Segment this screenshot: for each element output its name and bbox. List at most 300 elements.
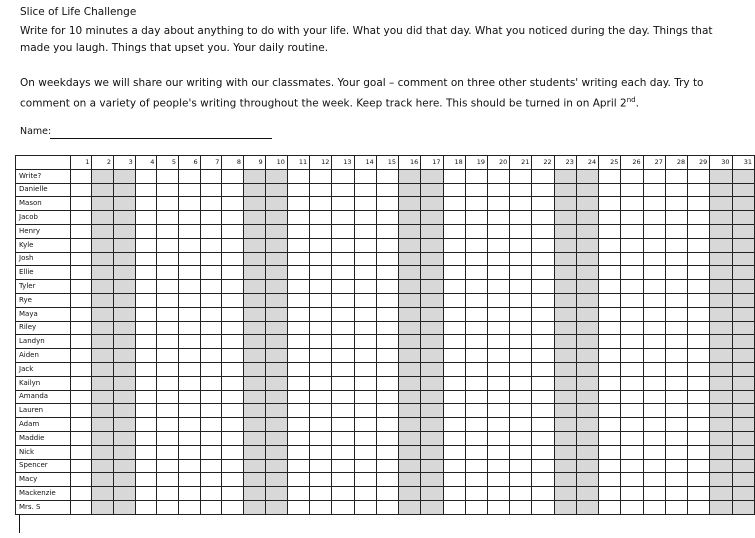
- check-cell[interactable]: [200, 418, 222, 432]
- check-cell[interactable]: [510, 362, 532, 376]
- check-cell[interactable]: [222, 335, 244, 349]
- check-cell[interactable]: [222, 418, 244, 432]
- check-cell[interactable]: [510, 307, 532, 321]
- check-cell[interactable]: [532, 183, 554, 197]
- check-cell[interactable]: [732, 445, 754, 459]
- check-cell[interactable]: [399, 500, 421, 514]
- check-cell[interactable]: [443, 211, 465, 225]
- check-cell[interactable]: [92, 418, 114, 432]
- check-cell[interactable]: [421, 418, 443, 432]
- check-cell[interactable]: [135, 307, 157, 321]
- check-cell[interactable]: [135, 224, 157, 238]
- check-cell[interactable]: [554, 183, 576, 197]
- check-cell[interactable]: [732, 266, 754, 280]
- check-cell[interactable]: [532, 473, 554, 487]
- check-cell[interactable]: [465, 224, 487, 238]
- check-cell[interactable]: [710, 362, 732, 376]
- check-cell[interactable]: [92, 211, 114, 225]
- check-cell[interactable]: [599, 197, 621, 211]
- check-cell[interactable]: [487, 418, 509, 432]
- check-cell[interactable]: [621, 280, 643, 294]
- check-cell[interactable]: [421, 197, 443, 211]
- check-cell[interactable]: [92, 321, 114, 335]
- check-cell[interactable]: [222, 376, 244, 390]
- check-cell[interactable]: [287, 293, 309, 307]
- check-cell[interactable]: [135, 252, 157, 266]
- check-cell[interactable]: [621, 252, 643, 266]
- check-cell[interactable]: [114, 293, 136, 307]
- check-cell[interactable]: [376, 266, 398, 280]
- check-cell[interactable]: [157, 211, 179, 225]
- check-cell[interactable]: [70, 404, 92, 418]
- check-cell[interactable]: [710, 459, 732, 473]
- check-cell[interactable]: [643, 169, 665, 183]
- check-cell[interactable]: [92, 238, 114, 252]
- check-cell[interactable]: [354, 376, 376, 390]
- check-cell[interactable]: [376, 224, 398, 238]
- check-cell[interactable]: [287, 197, 309, 211]
- check-cell[interactable]: [200, 431, 222, 445]
- check-cell[interactable]: [621, 431, 643, 445]
- check-cell[interactable]: [179, 238, 201, 252]
- check-cell[interactable]: [554, 362, 576, 376]
- check-cell[interactable]: [399, 211, 421, 225]
- check-cell[interactable]: [354, 431, 376, 445]
- check-cell[interactable]: [265, 376, 287, 390]
- check-cell[interactable]: [70, 362, 92, 376]
- check-cell[interactable]: [732, 238, 754, 252]
- check-cell[interactable]: [200, 197, 222, 211]
- check-cell[interactable]: [287, 404, 309, 418]
- check-cell[interactable]: [135, 431, 157, 445]
- check-cell[interactable]: [92, 169, 114, 183]
- check-cell[interactable]: [599, 431, 621, 445]
- check-cell[interactable]: [510, 431, 532, 445]
- check-cell[interactable]: [114, 169, 136, 183]
- check-cell[interactable]: [510, 349, 532, 363]
- check-cell[interactable]: [157, 459, 179, 473]
- check-cell[interactable]: [399, 280, 421, 294]
- check-cell[interactable]: [114, 321, 136, 335]
- check-cell[interactable]: [688, 280, 710, 294]
- check-cell[interactable]: [157, 252, 179, 266]
- check-cell[interactable]: [287, 321, 309, 335]
- check-cell[interactable]: [576, 211, 598, 225]
- check-cell[interactable]: [265, 321, 287, 335]
- check-cell[interactable]: [114, 183, 136, 197]
- check-cell[interactable]: [200, 376, 222, 390]
- check-cell[interactable]: [92, 445, 114, 459]
- check-cell[interactable]: [243, 473, 265, 487]
- check-cell[interactable]: [732, 431, 754, 445]
- check-cell[interactable]: [376, 211, 398, 225]
- check-cell[interactable]: [621, 376, 643, 390]
- check-cell[interactable]: [532, 197, 554, 211]
- check-cell[interactable]: [179, 183, 201, 197]
- check-cell[interactable]: [179, 349, 201, 363]
- check-cell[interactable]: [732, 418, 754, 432]
- check-cell[interactable]: [643, 404, 665, 418]
- check-cell[interactable]: [465, 238, 487, 252]
- check-cell[interactable]: [222, 183, 244, 197]
- check-cell[interactable]: [200, 335, 222, 349]
- check-cell[interactable]: [510, 404, 532, 418]
- check-cell[interactable]: [688, 459, 710, 473]
- check-cell[interactable]: [179, 376, 201, 390]
- check-cell[interactable]: [710, 238, 732, 252]
- check-cell[interactable]: [421, 238, 443, 252]
- check-cell[interactable]: [554, 445, 576, 459]
- check-cell[interactable]: [179, 418, 201, 432]
- check-cell[interactable]: [70, 459, 92, 473]
- check-cell[interactable]: [179, 252, 201, 266]
- check-cell[interactable]: [265, 431, 287, 445]
- check-cell[interactable]: [222, 349, 244, 363]
- check-cell[interactable]: [688, 169, 710, 183]
- check-cell[interactable]: [665, 169, 687, 183]
- check-cell[interactable]: [354, 197, 376, 211]
- check-cell[interactable]: [114, 197, 136, 211]
- check-cell[interactable]: [443, 390, 465, 404]
- check-cell[interactable]: [599, 418, 621, 432]
- check-cell[interactable]: [179, 431, 201, 445]
- check-cell[interactable]: [222, 390, 244, 404]
- check-cell[interactable]: [70, 183, 92, 197]
- check-cell[interactable]: [465, 169, 487, 183]
- check-cell[interactable]: [265, 197, 287, 211]
- check-cell[interactable]: [135, 418, 157, 432]
- check-cell[interactable]: [688, 418, 710, 432]
- check-cell[interactable]: [621, 390, 643, 404]
- check-cell[interactable]: [332, 362, 354, 376]
- check-cell[interactable]: [135, 169, 157, 183]
- check-cell[interactable]: [554, 211, 576, 225]
- check-cell[interactable]: [135, 390, 157, 404]
- check-cell[interactable]: [443, 376, 465, 390]
- check-cell[interactable]: [532, 293, 554, 307]
- check-cell[interactable]: [421, 293, 443, 307]
- check-cell[interactable]: [576, 224, 598, 238]
- check-cell[interactable]: [443, 487, 465, 501]
- check-cell[interactable]: [599, 252, 621, 266]
- check-cell[interactable]: [399, 390, 421, 404]
- check-cell[interactable]: [510, 500, 532, 514]
- check-cell[interactable]: [465, 445, 487, 459]
- check-cell[interactable]: [554, 197, 576, 211]
- check-cell[interactable]: [532, 459, 554, 473]
- check-cell[interactable]: [179, 293, 201, 307]
- check-cell[interactable]: [443, 418, 465, 432]
- check-cell[interactable]: [576, 376, 598, 390]
- check-cell[interactable]: [287, 224, 309, 238]
- check-cell[interactable]: [665, 487, 687, 501]
- check-cell[interactable]: [688, 349, 710, 363]
- check-cell[interactable]: [487, 293, 509, 307]
- check-cell[interactable]: [688, 500, 710, 514]
- check-cell[interactable]: [421, 459, 443, 473]
- check-cell[interactable]: [354, 445, 376, 459]
- check-cell[interactable]: [332, 335, 354, 349]
- check-cell[interactable]: [332, 390, 354, 404]
- check-cell[interactable]: [465, 349, 487, 363]
- check-cell[interactable]: [310, 431, 332, 445]
- check-cell[interactable]: [200, 500, 222, 514]
- check-cell[interactable]: [135, 293, 157, 307]
- check-cell[interactable]: [70, 211, 92, 225]
- check-cell[interactable]: [465, 335, 487, 349]
- check-cell[interactable]: [157, 362, 179, 376]
- check-cell[interactable]: [665, 224, 687, 238]
- check-cell[interactable]: [487, 445, 509, 459]
- check-cell[interactable]: [643, 335, 665, 349]
- check-cell[interactable]: [487, 362, 509, 376]
- check-cell[interactable]: [114, 211, 136, 225]
- check-cell[interactable]: [354, 183, 376, 197]
- check-cell[interactable]: [354, 224, 376, 238]
- check-cell[interactable]: [443, 307, 465, 321]
- check-cell[interactable]: [287, 473, 309, 487]
- check-cell[interactable]: [70, 169, 92, 183]
- check-cell[interactable]: [510, 293, 532, 307]
- check-cell[interactable]: [576, 169, 598, 183]
- check-cell[interactable]: [376, 390, 398, 404]
- check-cell[interactable]: [70, 431, 92, 445]
- check-cell[interactable]: [200, 404, 222, 418]
- check-cell[interactable]: [554, 376, 576, 390]
- check-cell[interactable]: [179, 280, 201, 294]
- check-cell[interactable]: [710, 335, 732, 349]
- check-cell[interactable]: [114, 487, 136, 501]
- check-cell[interactable]: [265, 335, 287, 349]
- check-cell[interactable]: [354, 293, 376, 307]
- check-cell[interactable]: [179, 487, 201, 501]
- check-cell[interactable]: [621, 500, 643, 514]
- check-cell[interactable]: [732, 362, 754, 376]
- check-cell[interactable]: [576, 183, 598, 197]
- check-cell[interactable]: [135, 473, 157, 487]
- check-cell[interactable]: [399, 266, 421, 280]
- check-cell[interactable]: [70, 238, 92, 252]
- check-cell[interactable]: [532, 418, 554, 432]
- check-cell[interactable]: [376, 238, 398, 252]
- check-cell[interactable]: [135, 335, 157, 349]
- check-cell[interactable]: [688, 266, 710, 280]
- check-cell[interactable]: [554, 238, 576, 252]
- check-cell[interactable]: [310, 390, 332, 404]
- check-cell[interactable]: [443, 266, 465, 280]
- check-cell[interactable]: [265, 445, 287, 459]
- check-cell[interactable]: [643, 418, 665, 432]
- check-cell[interactable]: [179, 224, 201, 238]
- check-cell[interactable]: [376, 473, 398, 487]
- name-field-line[interactable]: [50, 138, 272, 139]
- check-cell[interactable]: [732, 500, 754, 514]
- check-cell[interactable]: [710, 266, 732, 280]
- check-cell[interactable]: [554, 335, 576, 349]
- check-cell[interactable]: [732, 197, 754, 211]
- check-cell[interactable]: [554, 487, 576, 501]
- check-cell[interactable]: [135, 445, 157, 459]
- check-cell[interactable]: [732, 211, 754, 225]
- check-cell[interactable]: [421, 404, 443, 418]
- check-cell[interactable]: [443, 459, 465, 473]
- check-cell[interactable]: [222, 307, 244, 321]
- check-cell[interactable]: [688, 293, 710, 307]
- check-cell[interactable]: [376, 445, 398, 459]
- check-cell[interactable]: [157, 321, 179, 335]
- check-cell[interactable]: [265, 362, 287, 376]
- check-cell[interactable]: [599, 307, 621, 321]
- check-cell[interactable]: [665, 500, 687, 514]
- check-cell[interactable]: [222, 487, 244, 501]
- check-cell[interactable]: [376, 376, 398, 390]
- check-cell[interactable]: [92, 362, 114, 376]
- check-cell[interactable]: [421, 321, 443, 335]
- check-cell[interactable]: [688, 211, 710, 225]
- check-cell[interactable]: [554, 459, 576, 473]
- check-cell[interactable]: [332, 431, 354, 445]
- check-cell[interactable]: [599, 445, 621, 459]
- check-cell[interactable]: [554, 418, 576, 432]
- check-cell[interactable]: [135, 362, 157, 376]
- check-cell[interactable]: [354, 211, 376, 225]
- check-cell[interactable]: [70, 390, 92, 404]
- check-cell[interactable]: [465, 211, 487, 225]
- check-cell[interactable]: [179, 211, 201, 225]
- check-cell[interactable]: [265, 183, 287, 197]
- check-cell[interactable]: [332, 487, 354, 501]
- check-cell[interactable]: [222, 459, 244, 473]
- check-cell[interactable]: [621, 183, 643, 197]
- check-cell[interactable]: [265, 266, 287, 280]
- check-cell[interactable]: [92, 252, 114, 266]
- check-cell[interactable]: [510, 280, 532, 294]
- check-cell[interactable]: [200, 321, 222, 335]
- check-cell[interactable]: [710, 500, 732, 514]
- check-cell[interactable]: [332, 349, 354, 363]
- check-cell[interactable]: [114, 404, 136, 418]
- check-cell[interactable]: [200, 183, 222, 197]
- check-cell[interactable]: [732, 252, 754, 266]
- check-cell[interactable]: [92, 307, 114, 321]
- check-cell[interactable]: [421, 376, 443, 390]
- check-cell[interactable]: [70, 418, 92, 432]
- check-cell[interactable]: [732, 404, 754, 418]
- check-cell[interactable]: [114, 473, 136, 487]
- check-cell[interactable]: [179, 459, 201, 473]
- check-cell[interactable]: [200, 266, 222, 280]
- check-cell[interactable]: [157, 335, 179, 349]
- check-cell[interactable]: [421, 307, 443, 321]
- check-cell[interactable]: [532, 376, 554, 390]
- check-cell[interactable]: [643, 321, 665, 335]
- check-cell[interactable]: [200, 238, 222, 252]
- check-cell[interactable]: [92, 197, 114, 211]
- check-cell[interactable]: [732, 376, 754, 390]
- check-cell[interactable]: [157, 307, 179, 321]
- check-cell[interactable]: [287, 307, 309, 321]
- check-cell[interactable]: [265, 238, 287, 252]
- check-cell[interactable]: [70, 473, 92, 487]
- check-cell[interactable]: [243, 266, 265, 280]
- check-cell[interactable]: [443, 183, 465, 197]
- check-cell[interactable]: [421, 431, 443, 445]
- check-cell[interactable]: [643, 224, 665, 238]
- check-cell[interactable]: [200, 224, 222, 238]
- check-cell[interactable]: [576, 335, 598, 349]
- check-cell[interactable]: [243, 404, 265, 418]
- check-cell[interactable]: [157, 445, 179, 459]
- check-cell[interactable]: [443, 500, 465, 514]
- check-cell[interactable]: [576, 266, 598, 280]
- check-cell[interactable]: [310, 335, 332, 349]
- check-cell[interactable]: [332, 307, 354, 321]
- check-cell[interactable]: [376, 500, 398, 514]
- check-cell[interactable]: [157, 197, 179, 211]
- check-cell[interactable]: [243, 418, 265, 432]
- check-cell[interactable]: [332, 500, 354, 514]
- check-cell[interactable]: [135, 321, 157, 335]
- check-cell[interactable]: [688, 335, 710, 349]
- check-cell[interactable]: [135, 238, 157, 252]
- check-cell[interactable]: [243, 280, 265, 294]
- check-cell[interactable]: [200, 349, 222, 363]
- check-cell[interactable]: [532, 266, 554, 280]
- check-cell[interactable]: [710, 280, 732, 294]
- check-cell[interactable]: [532, 445, 554, 459]
- check-cell[interactable]: [621, 293, 643, 307]
- check-cell[interactable]: [243, 349, 265, 363]
- check-cell[interactable]: [487, 183, 509, 197]
- check-cell[interactable]: [354, 307, 376, 321]
- check-cell[interactable]: [287, 362, 309, 376]
- check-cell[interactable]: [643, 349, 665, 363]
- check-cell[interactable]: [376, 418, 398, 432]
- check-cell[interactable]: [399, 376, 421, 390]
- check-cell[interactable]: [621, 266, 643, 280]
- check-cell[interactable]: [376, 293, 398, 307]
- check-cell[interactable]: [465, 197, 487, 211]
- check-cell[interactable]: [332, 418, 354, 432]
- check-cell[interactable]: [114, 335, 136, 349]
- check-cell[interactable]: [70, 445, 92, 459]
- check-cell[interactable]: [399, 362, 421, 376]
- check-cell[interactable]: [532, 238, 554, 252]
- check-cell[interactable]: [576, 487, 598, 501]
- check-cell[interactable]: [643, 238, 665, 252]
- check-cell[interactable]: [443, 335, 465, 349]
- check-cell[interactable]: [157, 293, 179, 307]
- check-cell[interactable]: [465, 473, 487, 487]
- check-cell[interactable]: [554, 307, 576, 321]
- check-cell[interactable]: [354, 252, 376, 266]
- check-cell[interactable]: [532, 321, 554, 335]
- check-cell[interactable]: [487, 211, 509, 225]
- check-cell[interactable]: [487, 376, 509, 390]
- check-cell[interactable]: [688, 376, 710, 390]
- check-cell[interactable]: [554, 390, 576, 404]
- check-cell[interactable]: [510, 418, 532, 432]
- check-cell[interactable]: [354, 238, 376, 252]
- check-cell[interactable]: [554, 500, 576, 514]
- check-cell[interactable]: [179, 404, 201, 418]
- check-cell[interactable]: [443, 169, 465, 183]
- check-cell[interactable]: [576, 445, 598, 459]
- check-cell[interactable]: [287, 238, 309, 252]
- check-cell[interactable]: [179, 197, 201, 211]
- check-cell[interactable]: [554, 473, 576, 487]
- check-cell[interactable]: [554, 252, 576, 266]
